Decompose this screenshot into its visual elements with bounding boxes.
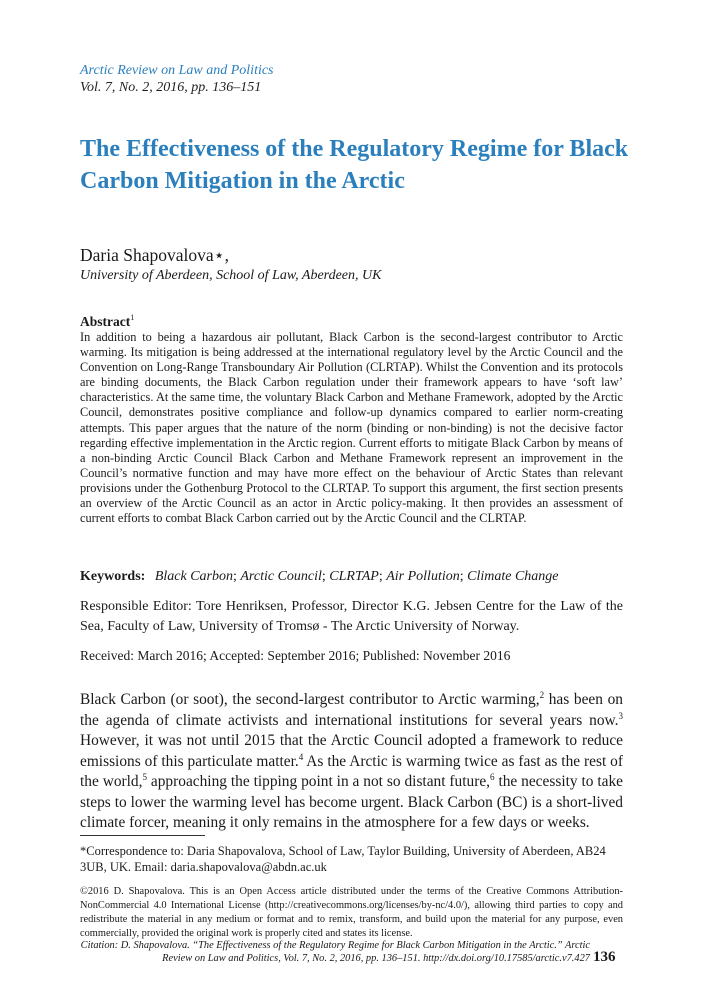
license-notice: ©2016 D. Shapovalova. This is an Open Access article distributed under the terms of the Creative Commons Attribution-NonCommercial 4.0 International License (http://creativecommons.org/licenses/by-nc/4.0/), allowing third parties to copy and redistribute the material in any medium or format and to remix, transform, and build upon the material for any purpose, even commercially, provided the original work is properly cited and states its license. <box>80 886 623 939</box>
author-affiliation: University of Aberdeen, School of Law, Aberdeen, UK <box>80 268 382 283</box>
page-number: 136 <box>593 949 616 965</box>
abstract-text: In addition to being a hazardous air pollutant, Black Carbon is the second-largest contributor to Arctic warming. Its mitigation is being addressed at the international regulatory level by the Arctic Council and the Convention on Long-Range Transboundary Air Pollution (CLRTAP). Whilst the Convention and its protocols are binding documents, the Black Carbon regulation under their framework appears to have ‘soft law’ characteristics. At the same time, the voluntary Black Carbon and Methane Framework, adopted by the Arctic Council, demonstrates positive compliance and follow-up dynamics compared to earlier norm-creating attempts. This paper argues that the nature of the norm (binding or non-binding) is not the decisive factor regarding effective implementation in the Arctic region. Current efforts to mitigate Black Carbon by means of a non-binding Arctic Council Black Carbon and Methane Framework represent an improvement in the Council’s normative function and may have more effect on the behaviour of Arctic States than relevant provisions under the Gothenburg Protocol to the CLRTAP. To support this argument, the first section presents an overview of the Arctic Council as an actor in Arctic policy-making. It then provides an assessment of current efforts to combat Black Carbon carried out by the Arctic Council and the CLRTAP. <box>80 330 623 526</box>
responsible-editor: Responsible Editor: Tore Henriksen, Professor, Director K.G. Jebsen Centre for the Law of the Sea, Faculty of Law, University of Tromsø - The Arctic University of Norway. <box>80 599 623 634</box>
journal-name[interactable]: Arctic Review on Law and Politics <box>80 63 274 78</box>
abstract-heading <box>80 313 134 330</box>
footnote-marker-4[interactable]: 4 <box>298 751 304 762</box>
body-sentence: has been on the agenda of climate activists and international institutions for several years now. <box>80 691 623 729</box>
keyword: Air Pollution <box>386 569 460 584</box>
keyword: Climate Change <box>467 569 559 584</box>
article-title: The Effectiveness of the Regulatory Regime for Black Carbon Mitigation in the Arctic <box>80 136 629 194</box>
correspondence-footnote: *Correspondence to: Daria Shapovalova, School of Law, Taylor Building, University of Aberdeen, AB24 3UB, UK. Email: daria.shapovalova@abdn.ac.uk <box>80 844 606 874</box>
footnote-marker-3[interactable]: 3 <box>618 710 623 721</box>
body-sentence: approaching the tipping point in a not so distant future, <box>146 773 491 790</box>
keyword: CLRTAP <box>329 569 379 584</box>
footnote-marker-1[interactable]: 1 <box>130 313 135 322</box>
abstract-heading-label: Abstract <box>80 314 131 329</box>
publication-dates: Received: March 2016; Accepted: September 2016; Published: November 2016 <box>80 648 511 663</box>
journal-volume: Vol. 7, No. 2, 2016, pp. 136–151 <box>80 80 262 95</box>
footnote-marker-6[interactable]: 6 <box>490 772 495 782</box>
keyword: Arctic Council <box>240 569 322 584</box>
journal-header <box>80 62 274 96</box>
body-sentence: As the Arctic is warming twice as fast as the rest of the world, <box>80 752 624 790</box>
author-name: Daria Shapovalova⋆, <box>80 245 229 265</box>
keyword: Black Carbon <box>154 569 233 584</box>
body-sentence: However, it was not until 2015 that the Arctic Council adopted a framework to reduce emissions of this particulate matter. <box>80 732 623 770</box>
citation: Citation: D. Shapovalova. “The Effectiveness of the Regulatory Regime for Black Carbon Mitigation in the Arctic.” Arctic Review on Law and Politics, Vol. 7, No. 2, 2016, pp. 136–151. http://dx.doi.org/10.17585/arctic.v7.427 <box>80 940 590 964</box>
body-sentence: Black Carbon (or soot), the second-largest contributor to Arctic warming, <box>80 691 540 708</box>
keywords: Keywords: Black Carbon; Arctic Council; CLRTAP; Air Pollution; Climate Change <box>80 569 559 584</box>
footnote-marker-2[interactable]: 2 <box>539 690 545 700</box>
footnote-marker-5[interactable]: 5 <box>142 772 147 782</box>
footnote-divider <box>80 835 205 836</box>
keywords-label: Keywords: <box>80 569 146 584</box>
body-paragraph <box>80 690 623 834</box>
body-sentence: the necessity to take steps to lower the warming level has become urgent. Black Carbon (BC) is a short-lived climate forcer, meaning it only remains in the atmosphere for a few days or weeks. <box>80 773 624 831</box>
